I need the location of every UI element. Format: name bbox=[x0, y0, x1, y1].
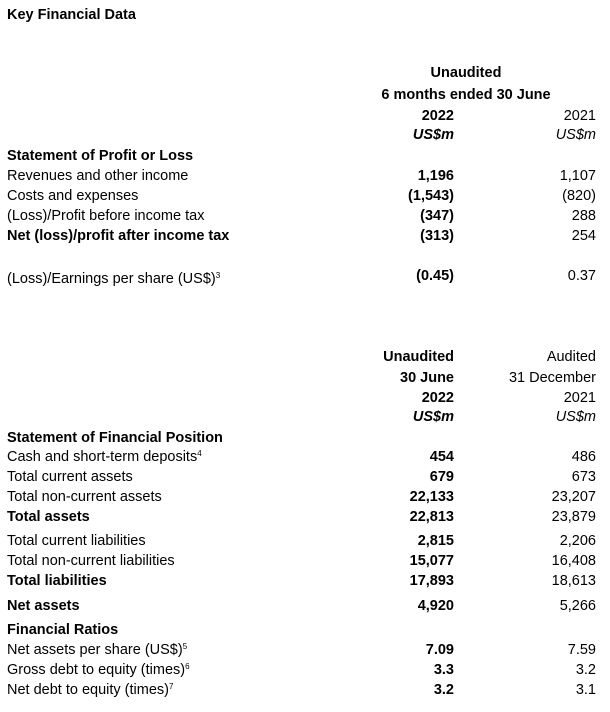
ratios-title: Financial Ratios bbox=[7, 622, 119, 638]
pl-row-value-2021: (820) bbox=[562, 188, 596, 204]
fp-row-label: Total current liabilities bbox=[7, 533, 146, 549]
fp-row-value-2022: 4,920 bbox=[417, 598, 454, 614]
fp-year-2022: 2022 bbox=[421, 390, 454, 406]
fp-date-2022: 30 June bbox=[400, 370, 454, 386]
fp-row-label: Total current assets bbox=[7, 469, 133, 485]
pl-unit-2021: US$m bbox=[555, 127, 596, 143]
fp-status-unaudited: Unaudited bbox=[383, 349, 454, 365]
ratio-value-2022: 7.09 bbox=[425, 642, 454, 658]
pl-row-label: Net (loss)/profit after income tax bbox=[7, 228, 230, 244]
pl-row-value-2022: (347) bbox=[420, 208, 454, 224]
pl-unit-2022: US$m bbox=[412, 127, 454, 143]
eps-value-2021: 0.37 bbox=[567, 268, 596, 284]
footnote-marker: 4 bbox=[197, 449, 202, 458]
pl-year-2022: 2022 bbox=[421, 108, 454, 124]
fp-row-value-2022: 17,893 bbox=[409, 573, 454, 589]
fp-row-label: Total non-current assets bbox=[7, 489, 162, 505]
ratio-value-2021: 3.1 bbox=[575, 682, 596, 698]
fp-unit-2021: US$m bbox=[555, 409, 596, 425]
fp-row-value-2022: 22,813 bbox=[409, 509, 454, 525]
fp-row-value-2021: 673 bbox=[571, 469, 596, 485]
fp-row-value-2021: 486 bbox=[571, 449, 596, 465]
pl-row-value-2021: 254 bbox=[571, 228, 596, 244]
fp-row-value-2022: 454 bbox=[429, 449, 454, 465]
fp-row-value-2021: 23,207 bbox=[551, 489, 596, 505]
eps-label: (Loss)/Earnings per share (US$)$^3$ bbox=[7, 271, 221, 287]
ratio-label: Gross debt to equity (times)$^6$ bbox=[7, 662, 190, 678]
fp-row-value-2022: 15,077 bbox=[409, 553, 454, 569]
fp-row-value-2021: 5,266 bbox=[559, 598, 596, 614]
pl-status-header: Unaudited bbox=[430, 65, 502, 81]
pl-section-title: Statement of Profit or Loss bbox=[7, 148, 194, 164]
fp-row-value-2021: 23,879 bbox=[551, 509, 596, 525]
fp-row-label: Net assets bbox=[7, 598, 80, 614]
footnote-marker: 3 bbox=[215, 271, 221, 280]
pl-row-value-2022: (1,543) bbox=[408, 188, 454, 204]
ratio-value-2021: 7.59 bbox=[567, 642, 596, 658]
footnote-marker: 5 bbox=[182, 642, 188, 651]
fp-year-2021: 2021 bbox=[563, 390, 596, 406]
pl-row-label: Revenues and other income bbox=[7, 168, 189, 184]
footnote-marker: 6 bbox=[185, 662, 190, 671]
fp-row-label: Total non-current liabilities bbox=[7, 553, 175, 569]
pl-period-header: 6 months ended 30 June bbox=[381, 87, 551, 103]
fp-unit-2022: US$m bbox=[412, 409, 454, 425]
fp-row-label: Cash and short-term deposits$^4$ bbox=[7, 449, 202, 465]
ratio-value-2021: 3.2 bbox=[575, 662, 596, 678]
pl-row-value-2022: (313) bbox=[420, 228, 454, 244]
eps-value-2022: (0.45) bbox=[416, 268, 454, 284]
page-title: Key Financial Data bbox=[7, 7, 136, 23]
fp-date-2021: 31 December bbox=[508, 370, 596, 386]
fp-row-value-2022: 2,815 bbox=[417, 533, 454, 549]
fp-row-value-2022: 22,133 bbox=[409, 489, 454, 505]
fp-row-value-2021: 2,206 bbox=[559, 533, 596, 549]
fp-status-audited: Audited bbox=[546, 349, 596, 365]
pl-row-value-2021: 1,107 bbox=[559, 168, 596, 184]
pl-row-value-2021: 288 bbox=[571, 208, 596, 224]
fp-section-title: Statement of Financial Position bbox=[7, 430, 223, 446]
fp-row-value-2022: 679 bbox=[429, 469, 454, 485]
ratio-label: Net debt to equity (times)$^7$ bbox=[7, 682, 174, 698]
fp-row-value-2021: 18,613 bbox=[551, 573, 596, 589]
ratio-value-2022: 3.3 bbox=[433, 662, 454, 678]
pl-row-label: Costs and expenses bbox=[7, 188, 139, 204]
ratio-label: Net assets per share (US$)$^5$ bbox=[7, 642, 188, 658]
fp-row-label: Total assets bbox=[7, 509, 90, 525]
pl-year-2021: 2021 bbox=[563, 108, 596, 124]
ratio-value-2022: 3.2 bbox=[433, 682, 454, 698]
fp-row-value-2021: 16,408 bbox=[551, 553, 596, 569]
footnote-marker: 7 bbox=[169, 682, 174, 691]
pl-row-value-2022: 1,196 bbox=[417, 168, 454, 184]
pl-row-label: (Loss)/Profit before income tax bbox=[7, 208, 205, 224]
fp-row-label: Total liabilities bbox=[7, 573, 107, 589]
